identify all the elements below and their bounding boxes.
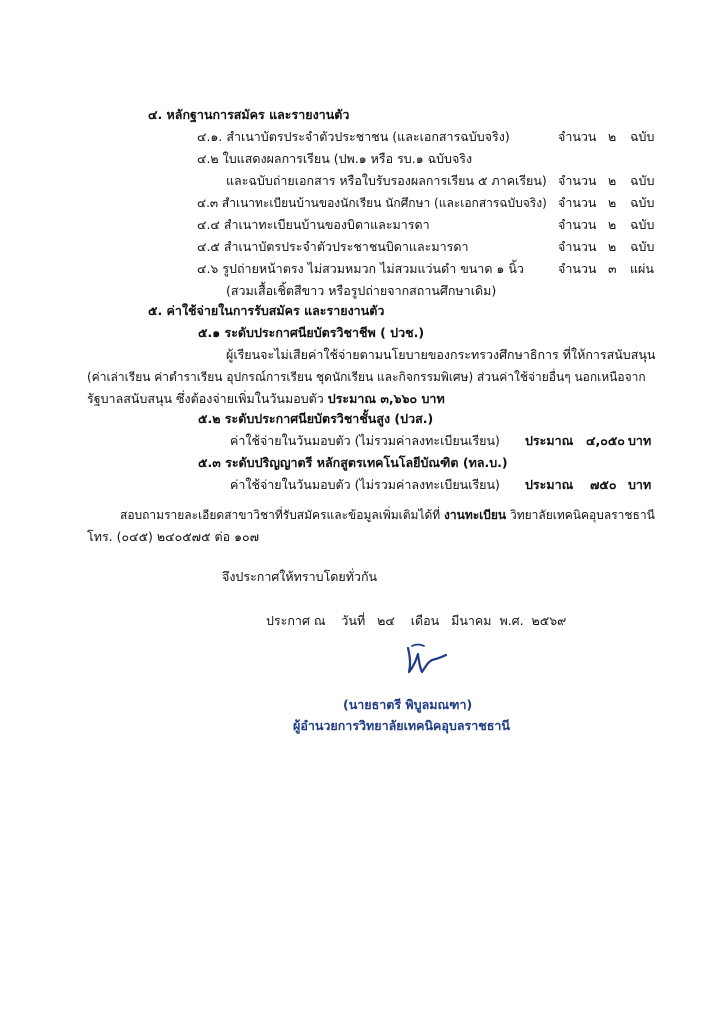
item-4-5-qty-label: จำนวน <box>558 239 597 254</box>
section-5-3-amount: ๗๕๐ <box>590 477 617 492</box>
section-5-3-text: ค่าใช้จ่ายในวันมอบตัว (ไม่รวมค่าลงทะเบียนเรียน) <box>230 477 500 492</box>
section-5-1-para-2: (ค่าเล่าเรียน ค่าตำราเรียน อุปกรณ์การเรียน ชุดนักเรียน และกิจกรรมพิเศษ) ส่วนค่าใช้จ่ายอื่นๆ นอกเหนือจาก <box>87 370 646 384</box>
item-4-3-qty: ๒ <box>608 195 617 210</box>
item-4-2-qty-label: จำนวน <box>558 173 597 188</box>
item-4-4-qty: ๒ <box>608 217 617 232</box>
section-5-2-heading: ๕.๒ ระดับประกาศนียบัตรวิชาชั้นสูง (ปวส.) <box>198 411 434 426</box>
signature-image <box>400 642 450 678</box>
item-4-4-qty-label: จำนวน <box>558 217 597 232</box>
contact-line-1 <box>120 506 655 524</box>
section-5-heading: ๕. ค่าใช้จ่ายในการรับสมัคร และรายงานตัว <box>148 303 385 318</box>
date-day-label: วันที่ <box>341 613 366 628</box>
item-4-1-qty-label: จำนวน <box>558 129 597 144</box>
item-4-2: ๔.๒ ใบแสดงผลการเรียน (ปพ.๑ หรือ รบ.๑ ฉบับจริง <box>197 151 473 166</box>
item-4-2-cont: และฉบับถ่ายเอกสาร หรือใบรับรองผลการเรียน ๕ ภาคเรียน) <box>226 173 547 188</box>
item-4-1: ๔.๑. สำเนาบัตรประจำตัวประชาชน (และเอกสารฉบับจริง) <box>197 129 510 144</box>
section-5-2-text: ค่าใช้จ่ายในวันมอบตัว (ไม่รวมค่าลงทะเบียนเรียน) <box>230 433 500 448</box>
date-line <box>266 612 566 630</box>
item-4-3-qty-label: จำนวน <box>558 195 597 210</box>
item-4-2-qty: ๒ <box>608 173 617 188</box>
contact-phone: โทร. (๐๔๕) ๒๔๐๕๗๕ ต่อ ๑๐๗ <box>87 529 260 544</box>
date-year-label: พ.ศ. <box>499 613 524 628</box>
section-5-2-amount: ๔,๐๕๐ <box>586 433 625 448</box>
section-4-heading: ๔. หลักฐานการสมัคร และรายงานตัว <box>148 107 350 122</box>
section-5-1-heading: ๕.๑ ระดับประกาศนียบัตรวิชาชีพ ( ปวช.) <box>198 325 425 340</box>
item-4-5-unit: ฉบับ <box>630 239 655 254</box>
item-4-1-unit: ฉบับ <box>630 129 655 144</box>
item-4-4: ๔.๔ สำเนาทะเบียนบ้านของบิดาและมารดา <box>197 217 430 232</box>
item-4-5: ๔.๕ สำเนาบัตรประจำตัวประชาชนบิดาและมารดา <box>197 239 469 254</box>
item-4-3-unit: ฉบับ <box>630 195 655 210</box>
contact-office: งานทะเบียน <box>444 508 507 522</box>
signer-title: ผู้อำนวยการวิทยาลัยเทคนิคอุบลราชธานี <box>293 718 510 733</box>
section-5-3-approx: ประมาณ <box>525 477 574 492</box>
item-4-6-cont: (สวมเสื้อเชิ้ตสีขาว หรือรูปถ่ายจากสถานศึกษาเดิม) <box>226 283 497 298</box>
date-year: ๒๕๖๙ <box>531 613 567 628</box>
item-4-6: ๔.๖ รูปถ่ายหน้าตรง ไม่สวมหมวก ไม่สวมแว่นดำ ขนาด ๑ นิ้ว <box>197 261 524 276</box>
section-5-2-unit: บาท <box>628 433 652 448</box>
section-5-1-para-3 <box>87 390 445 408</box>
date-month-label: เดือน <box>410 613 440 628</box>
item-4-2-unit: ฉบับ <box>630 173 655 188</box>
item-4-1-qty: ๒ <box>608 129 617 144</box>
item-4-5-qty: ๒ <box>608 239 617 254</box>
section-5-1-amount: ประมาณ ๓,๖๖๐ บาท <box>327 391 445 406</box>
contact-text: สอบถามรายละเอียดสาขาวิชาที่รับสมัครและข้อมูลเพิ่มเติมได้ที่ <box>120 508 441 522</box>
contact-college: วิทยาลัยเทคนิคอุบลราชธานี <box>509 508 655 522</box>
date-announce: ประกาศ ณ <box>266 613 326 628</box>
section-5-1-para-3-text: รัฐบาลสนับสนุน ซึ่งต้องจ่ายเพิ่มในวันมอบตัว <box>87 391 324 406</box>
item-4-4-unit: ฉบับ <box>630 217 655 232</box>
section-5-3-heading: ๕.๓ ระดับปริญญาตรี หลักสูตรเทคโนโลยีบัณฑิต (ทล.บ.) <box>198 455 508 470</box>
section-5-2-approx: ประมาณ <box>525 433 574 448</box>
item-4-3: ๔.๓ สำเนาทะเบียนบ้านของนักเรียน นักศึกษา (และเอกสารฉบับจริง) <box>197 196 547 210</box>
item-4-6-qty: ๓ <box>608 261 617 276</box>
item-4-6-unit: แผ่น <box>630 261 654 276</box>
date-day: ๒๔ <box>377 613 395 628</box>
date-month: มีนาคม <box>451 613 492 628</box>
signer-name: (นายธาตรี พิบูลมณฑา) <box>343 697 473 712</box>
section-5-1-para-1: ผู้เรียนจะไม่เสียค่าใช้จ่ายตามนโยบายของกระทรวงศึกษาธิการ ที่ให้การสนับสนุน <box>226 347 656 362</box>
item-4-6-qty-label: จำนวน <box>558 261 597 276</box>
closing-text: จึงประกาศให้ทราบโดยทั่วกัน <box>222 569 378 584</box>
section-5-3-unit: บาท <box>628 477 652 492</box>
